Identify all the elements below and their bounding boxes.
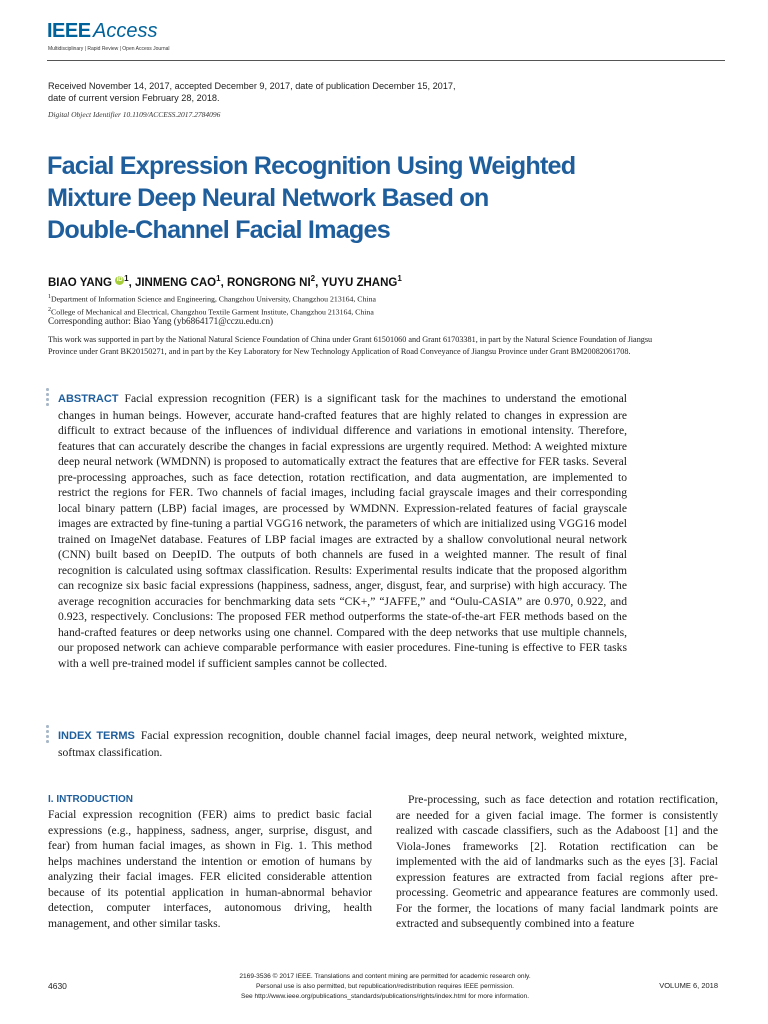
copyright-line-3[interactable]: See http://www.ieee.org/publications_standards/publications/rights/index.html for more information. (240, 993, 530, 1000)
author-name: JINMENG CAO (134, 276, 217, 289)
section-heading: I. INTRODUCTION (48, 794, 133, 805)
title-line-1: Facial Expression Recognition Using Weighted (47, 152, 576, 180)
index-terms-label: INDEX TERMS (58, 730, 135, 742)
abstract (58, 391, 627, 671)
affiliation-1: $^1$Department of Information Science and Engineering, Changzhou University, Changzhou 213164, China (48, 294, 376, 304)
page-number: 4630 (48, 981, 67, 991)
affiliation-2: $^2$College of Mechanical and Electrical, Changzhou Textile Garment Institute, Changzhou 213164, China (48, 307, 374, 317)
corresponding-author: Corresponding author: Biao Yang (yb6864171@cczu.edu.cn) (48, 316, 274, 326)
funding-note: This work was supported in part by the National Natural Science Foundation of China under Grant 61501060 and Grant 61703381, in part by the Natural Science Foundation of Jiangsu Province under Grant BK20150271, and in part by the Key Laboratory for New Technology Application of Road Conveyance of Jiangsu Province under Grant BM20082061708. (48, 335, 653, 356)
author-name: RONGRONG NI (226, 276, 311, 289)
copyright-line-1: 2169-3536 © 2017 IEEE. Translations and content mining are permitted for academic research only. (239, 973, 531, 980)
affiliation-mark: 1 (216, 274, 221, 283)
abstract-text: Facial expression recognition (FER) is a significant task for the machines to understand the emotional changes in human beings. However, accurate hand-crafted features that are highly related to changes in expression are difficult to extract because of the influences of individual difference and variations in emotional intensity. Therefore, features that can accurately describe the changes in facial expressions are urgently required. Method: A weighted mixture deep neural network (WMDNN) is proposed to automatically extract the features that are effective for FER tasks. Several pre-processing approaches, such as face detection, rotation rectification, and data augmentation, are implemented to restrict the regions for FER. Two channels of facial images, including facial grayscale images and their corresponding local binary pattern (LBP) facial images, are processed by WMDNN. Expression-related features of facial grayscale images are extracted by fine-tuning a partial VGG16 network, the parameters of which are initialized using VGG16 model trained on ImageNet database. Features of LBP facial images are extracted by a shallow convolutional neural network (CNN) built based on DeepID. The outputs of both channels are fused in a weighted manner. The result of final recognition is calculated using softmax classification. Results: Experimental results indicate that the proposed algorithm can recognize six basic facial expressions (happiness, sadness, anger, disgust, fear, and surprise) with high accuracy. The average recognition accuracies for benchmarking data sets “CK+,” “JAFFE,” and “Oulu-CASIA” are 0.970, 0.922, and 0.923, respectively. Conclusions: The proposed FER method outperforms the state-of-the-art FER methods based on the hand-crafted features or deep networks using one channel. Compared with the deep networks that use multiple channels, our proposed network can achieve comparable performance with easier procedures. Fine-tuning is effective to FER tasks with a well pre-trained model if sufficient samples cannot be collected. (58, 392, 627, 670)
author-name: YUYU ZHANG (321, 276, 398, 289)
author-name: BIAO YANG (48, 276, 112, 289)
journal-tagline: Multidisciplinary | Rapid Review | Open Access Journal (48, 46, 170, 52)
index-terms-text: Facial expression recognition, double channel facial images, deep neural network, weighted mixture, softmax classification. (58, 729, 627, 759)
dates-line-1: Received November 14, 2017, accepted December 9, 2017, date of publication December 15, 2017, (48, 81, 456, 91)
body-column-right: Pre-processing, such as face detection and rotation rectification, are needed for a given facial image. The former is consistently realized with cascade classifiers, such as the Adaboost [1] and the Viola-Jones frameworks [2]. Rotation rectification can be implemented with the aid of landmarks such as the eyes [3]. Facial expression features are extracted from facial regions after pre-processing. Geometric and appearance features are commonly used. For the former, the locations of many facial landmark points are extracted and subsequently combined into a feature (396, 793, 718, 930)
journal-masthead (47, 20, 727, 64)
orcid-icon[interactable]: iD (116, 277, 123, 283)
dates-line-2: date of current version February 28, 2018. (48, 93, 220, 103)
affiliations (48, 292, 376, 318)
copyright-line-2: Personal use is also permitted, but republication/redistribution requires IEEE permission. (255, 983, 515, 990)
doi-identifier: Digital Object Identifier 10.1109/ACCESS.2017.2784096 (48, 110, 221, 119)
affiliation-mark: 2 (310, 274, 316, 283)
publication-dates (48, 80, 708, 104)
affiliation-mark: 1 (397, 274, 402, 283)
affiliation-mark: 1 (124, 274, 129, 283)
copyright-notice (180, 972, 590, 1002)
journal-logo-access: Access (93, 20, 158, 42)
paper-title (47, 150, 607, 246)
body-column-left: Facial expression recognition (FER) aims to predict basic facial expressions (e.g., happiness, sadness, anger, surprise, disgust, and fear) from human facial images, as shown in Fig. 1. This method helps machines understand the intention or emotion of humans by analyzing their facial images. FER elicited considerable attention because of its potential application in human-abnormal behavior detection, computer interfaces, autonomous driving, health management, and other similar tasks. (48, 808, 372, 930)
volume-label: VOLUME 6, 2018 (659, 981, 718, 990)
title-line-2: Mixture Deep Neural Network Based on (47, 184, 489, 212)
index-terms-dots-icon (46, 725, 50, 745)
header-divider (47, 60, 725, 61)
title-line-3: Double-Channel Facial Images (47, 216, 390, 244)
author-list: BIAO YANG iD $^1$, JINMENG CAO$^1$, RONGRONG $NI^2$, YUYU ZHANG$^1$ (48, 274, 402, 289)
abstract-label: ABSTRACT (58, 393, 119, 405)
abstract-dots-icon (46, 388, 50, 408)
journal-logo-ieee: IEEE (47, 20, 91, 42)
index-terms (58, 728, 627, 760)
